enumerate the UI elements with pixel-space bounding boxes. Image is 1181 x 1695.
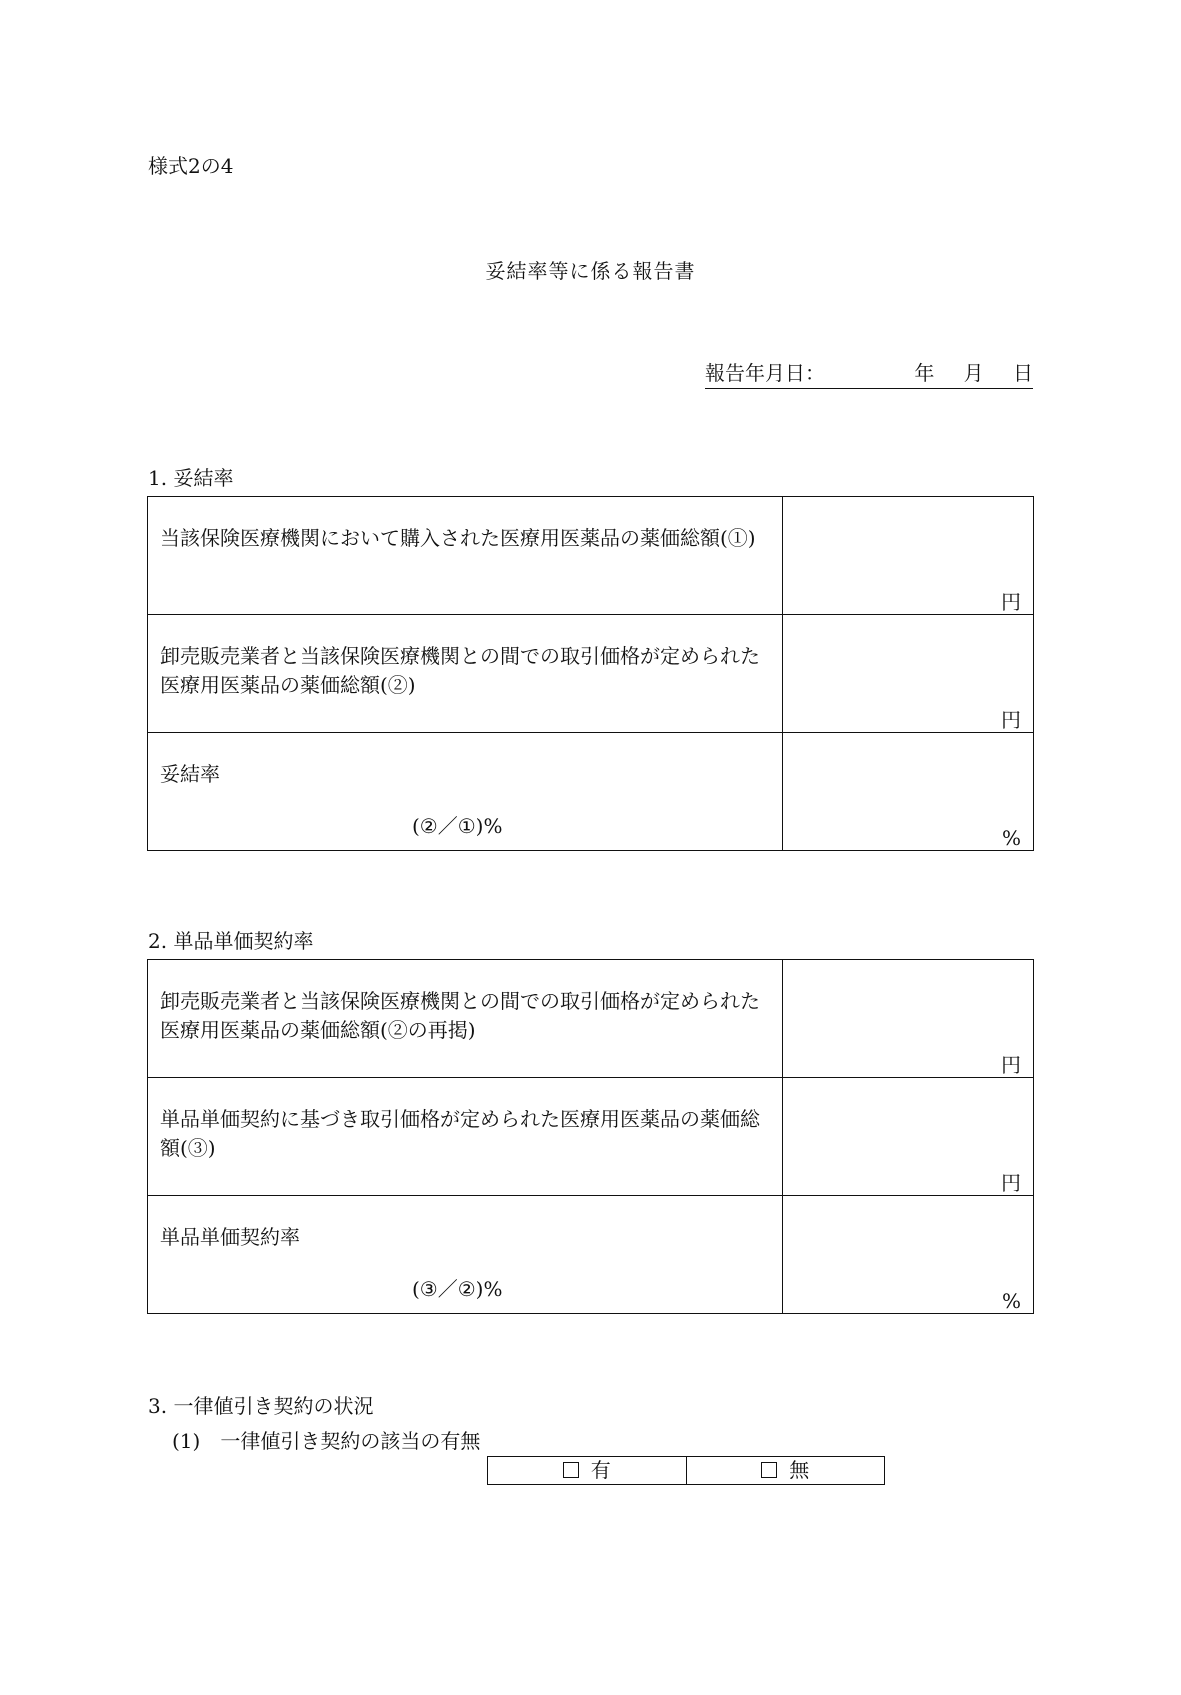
value-cell[interactable] [783,960,1034,1078]
row-label: 卸売販売業者と当該保険医療機関との間での取引価格が定められた医療用医薬品の薬価総額(②の再掲) [160,989,760,1042]
section1-table [147,496,1034,851]
row-label: 当該保険医療機関において購入された医療用医薬品の薬価総額(①) [160,526,756,550]
unit-label: 円 [1001,1171,1021,1195]
yes-no-table [487,1456,885,1485]
value-cell[interactable] [783,497,1034,615]
value-cell[interactable] [783,1078,1034,1196]
table-row [488,1457,885,1485]
section1-heading: 1. 妥結率 [148,466,234,490]
row-label: 単品単価契約率 [160,1225,300,1249]
option-yes-label: 有 [590,1458,611,1482]
row-label-cell [148,733,783,851]
row-label-cell [148,1196,783,1314]
value-cell[interactable] [783,615,1034,733]
section3-subheading: (1) 一律値引き契約の該当の有無 [172,1429,481,1453]
section2-heading: 2. 単品単価契約率 [148,929,314,953]
unit-label: % [1001,1289,1021,1313]
row-label-cell [148,497,783,615]
row-label-cell [148,615,783,733]
document-title: 妥結率等に係る報告書 [485,259,696,283]
report-date-label: 報告年月日： [705,361,825,385]
row-label-cell [148,1078,783,1196]
table-row [148,1078,1034,1196]
table-row [148,733,1034,851]
report-date-line [705,360,1033,389]
row-label: 妥結率 [160,762,220,786]
option-yes[interactable] [488,1457,687,1485]
report-date-year: 年 [914,361,935,385]
row-label-cell [148,960,783,1078]
value-cell[interactable] [783,733,1034,851]
unit-label: % [1001,826,1021,850]
table-row [148,1196,1034,1314]
table-row [148,497,1034,615]
form-number: 様式2の4 [148,154,234,178]
option-no-label: 無 [789,1458,810,1482]
section3-heading: 3. 一律値引き契約の状況 [148,1394,374,1418]
unit-label: 円 [1001,1053,1021,1077]
unit-label: 円 [1001,708,1021,732]
formula-text: (②／①)% [412,814,503,838]
checkbox-icon[interactable] [761,1462,777,1478]
option-no[interactable] [686,1457,885,1485]
report-date-day: 日 [1012,361,1033,385]
row-label: 単品単価契約に基づき取引価格が定められた医療用医薬品の薬価総額(③) [160,1107,760,1160]
row-label: 卸売販売業者と当該保険医療機関との間での取引価格が定められた医療用医薬品の薬価総額(②) [160,644,760,697]
table-row [148,615,1034,733]
table-row [148,960,1034,1078]
value-cell[interactable] [783,1196,1034,1314]
section2-table [147,959,1034,1314]
unit-label: 円 [1001,590,1021,614]
formula-text: (③／②)% [412,1277,503,1301]
checkbox-icon[interactable] [563,1462,579,1478]
report-date-month: 月 [963,361,984,385]
